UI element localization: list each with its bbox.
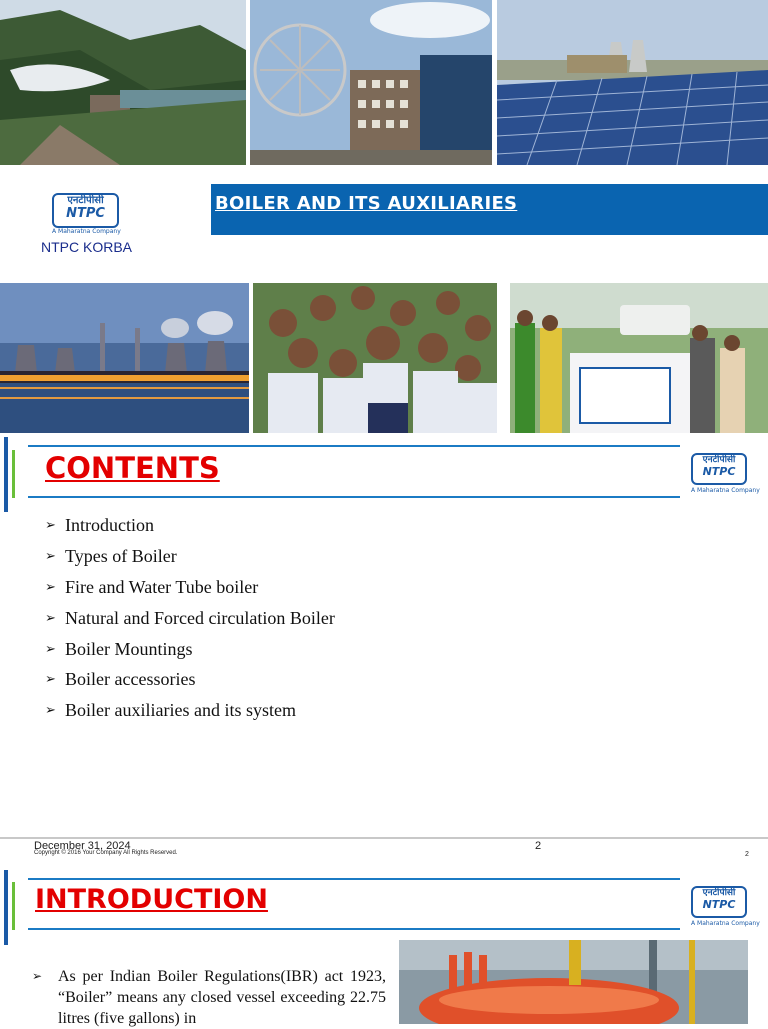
- list-item: [45, 572, 335, 603]
- logo-name-text: NTPC: [702, 898, 736, 911]
- logo-hindi-text: एनटीपीसी: [702, 888, 736, 898]
- logo-tagline: A Maharatna Company: [691, 487, 760, 494]
- arrow-bullet-icon: ➢: [45, 517, 56, 533]
- photo-boiler-drum: [399, 940, 748, 1024]
- logo-name-text: NTPC: [66, 206, 105, 221]
- list-item-text: Boiler auxiliaries and its system: [65, 700, 296, 721]
- photo-school-children: [253, 283, 497, 433]
- list-item: [45, 695, 335, 726]
- photo-solar-dish-building: [250, 0, 492, 165]
- list-item: [45, 510, 335, 541]
- list-item: [45, 664, 335, 695]
- logo-tagline: A Maharatna Company: [691, 920, 760, 927]
- list-item-text: Fire and Water Tube boiler: [65, 576, 259, 597]
- contents-heading: CONTENTS: [45, 451, 220, 485]
- title-banner: [211, 184, 768, 235]
- introduction-heading: INTRODUCTION: [35, 884, 268, 915]
- slide-divider: [0, 837, 768, 839]
- accent-bar-blue: [4, 870, 8, 945]
- heading-rule-bottom: [28, 928, 680, 930]
- list-item: [45, 633, 335, 664]
- arrow-bullet-icon: ➢: [45, 640, 56, 656]
- logo-tagline: A Maharatna Company: [52, 228, 121, 235]
- ntpc-logo-small: [691, 886, 747, 918]
- logo-hindi-text: एनटीपीसी: [702, 455, 736, 465]
- heading-rule-bottom: [28, 496, 680, 498]
- list-item-text: Natural and Forced circulation Boiler: [65, 607, 335, 628]
- arrow-bullet-icon: ➢: [45, 609, 56, 625]
- footer-date: December 31, 2024: [34, 840, 131, 852]
- arrow-bullet-icon: ➢: [32, 969, 43, 983]
- arrow-bullet-icon: ➢: [45, 671, 56, 687]
- logo-name-text: NTPC: [702, 465, 736, 478]
- slide-title: BOILER AND ITS AUXILIARIES: [215, 193, 518, 214]
- logo-hindi-text: एनटीपीसी: [67, 195, 104, 206]
- ntpc-logo: [52, 193, 119, 228]
- list-item-text: Types of Boiler: [65, 546, 177, 567]
- footer-copyright: Copyright © 2016 Your Company All Rights Reserved.: [34, 850, 178, 856]
- list-item-text: Introduction: [65, 515, 154, 536]
- introduction-paragraph: [32, 966, 386, 1029]
- photo-hydro-dam: [0, 0, 246, 165]
- photo-health-camp: [510, 283, 768, 433]
- footer-page-number-right: 2: [745, 851, 749, 858]
- accent-bar-green: [12, 450, 15, 498]
- list-item-text: Boiler accessories: [65, 669, 196, 690]
- list-item: [45, 541, 335, 572]
- contents-list: [45, 510, 335, 726]
- photo-solar-panels: [497, 0, 768, 165]
- accent-bar-green: [12, 882, 15, 930]
- footer-page-number: 2: [535, 840, 542, 852]
- accent-bar-blue: [4, 437, 8, 512]
- arrow-bullet-icon: ➢: [45, 578, 56, 594]
- arrow-bullet-icon: ➢: [45, 702, 56, 718]
- arrow-bullet-icon: ➢: [45, 548, 56, 564]
- list-item: [45, 602, 335, 633]
- photo-power-plant-night: [0, 283, 249, 433]
- location-label: NTPC KORBA: [41, 239, 133, 255]
- paragraph-text: As per Indian Boiler Regulations(IBR) act 1923, “Boiler” means any closed vessel exceeding 22.75 litres (five gallons) in: [58, 968, 386, 1027]
- list-item-text: Boiler Mountings: [65, 638, 193, 659]
- heading-rule-top: [28, 878, 680, 880]
- ntpc-logo-small: [691, 453, 747, 485]
- heading-rule-top: [28, 445, 680, 447]
